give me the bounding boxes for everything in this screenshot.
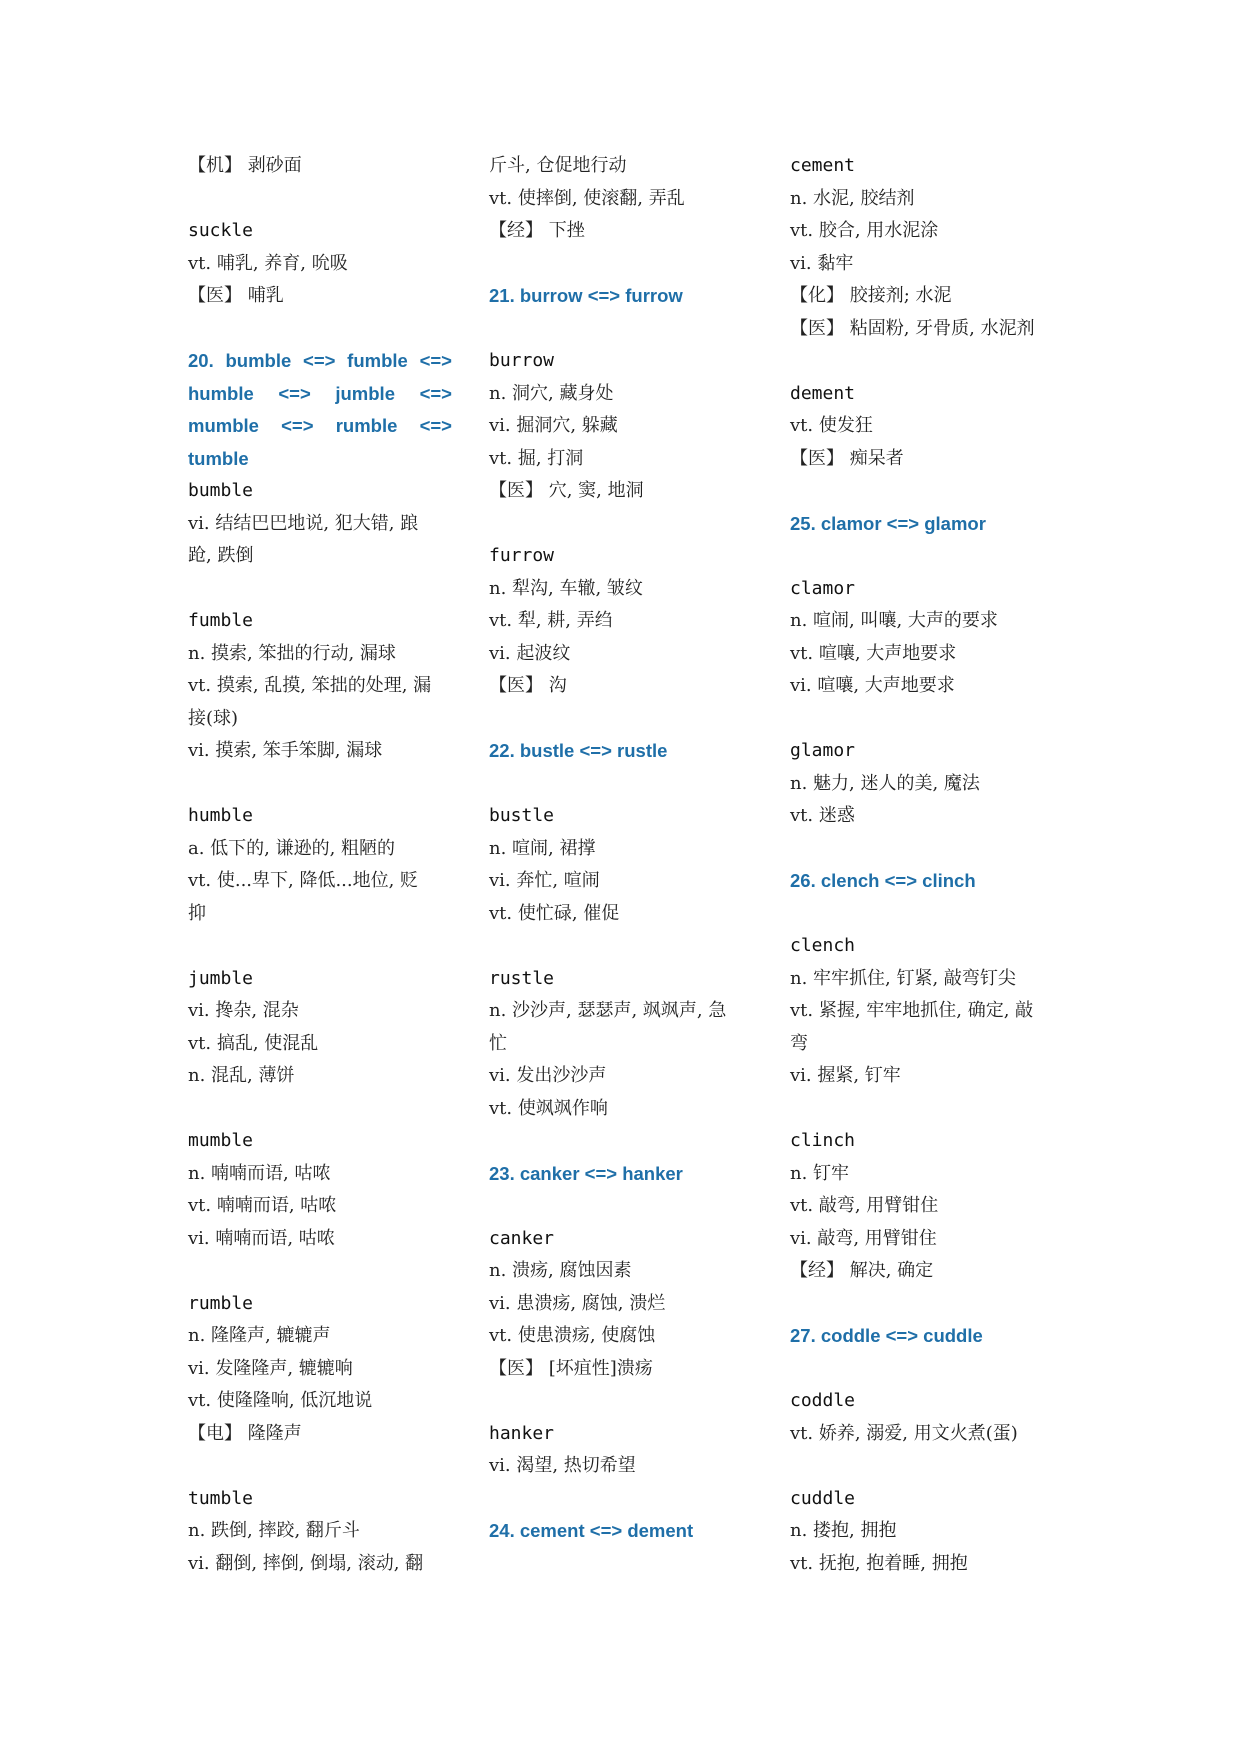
definition-line: 接(球) — [188, 707, 239, 729]
definition-line: vi. 结结巴巴地说, 犯大错, 踉 — [188, 512, 419, 534]
entry-word: coddle — [790, 1390, 856, 1411]
spacer — [188, 183, 452, 216]
entry-word: suckle — [188, 220, 254, 241]
definition-line: vt. 哺乳, 养育, 吮吸 — [188, 252, 348, 274]
definition-line: n. 洞穴, 藏身处 — [489, 382, 614, 404]
spacer — [489, 1483, 753, 1516]
entry-word: clinch — [790, 1130, 856, 1151]
definition-line: vi. 起波纹 — [489, 642, 571, 664]
column-left — [188, 150, 452, 1580]
definition-line: vt. 娇养, 溺爱, 用文火煮(蛋) — [790, 1422, 1018, 1444]
definition-line: 【电】 隆隆声 — [188, 1422, 302, 1444]
entry-word: clamor — [790, 577, 856, 599]
entry-word: bustle — [489, 805, 555, 826]
definition-line: vt. 掘, 打洞 — [489, 447, 584, 469]
definition-line: vi. 渴望, 热切希望 — [489, 1455, 636, 1476]
definition-line: n. 水泥, 胶结剂 — [790, 187, 915, 209]
group-heading: 26. clench <=> clinch — [790, 870, 976, 891]
definition-line: vt. 使隆隆响, 低沉地说 — [188, 1390, 373, 1411]
entry-word: bumble — [188, 480, 254, 501]
definition-line: vt. 使...卑下, 降低...地位, 贬 — [188, 870, 419, 891]
spacer — [790, 540, 1054, 573]
definition-line: n. 喧闹, 裙撑 — [489, 837, 596, 859]
definition-line: 【医】 穴, 窦, 地洞 — [489, 480, 644, 501]
entry-word: rustle — [489, 967, 555, 989]
spacer — [489, 313, 753, 346]
definition-line: n. 钉牢 — [790, 1162, 850, 1184]
definition-line: 【化】 胶接剂; 水泥 — [790, 285, 952, 306]
entry-word: clench — [790, 935, 856, 956]
spacer — [188, 313, 452, 346]
definition-line: 【经】 下挫 — [489, 220, 585, 241]
definition-line: 【医】 沟 — [489, 675, 567, 696]
definition-line: n. 隆隆声, 辘辘声 — [188, 1325, 331, 1346]
group-heading: mumble <=> rumble <=> — [188, 415, 452, 436]
definition-line: 弯 — [790, 1032, 808, 1054]
definition-line: 斤斗, 仓促地行动 — [489, 155, 627, 176]
definition-line: n. 喃喃而语, 咕哝 — [188, 1162, 331, 1184]
definition-line: n. 犁沟, 车辙, 皱纹 — [489, 577, 643, 599]
entry-word: glamor — [790, 740, 856, 761]
group-heading: tumble — [188, 447, 249, 469]
entry-word: tumble — [188, 1487, 254, 1509]
definition-line: n. 摸索, 笨拙的行动, 漏球 — [188, 642, 396, 664]
entry-word: rumble — [188, 1292, 254, 1314]
definition-line: vt. 喧嚷, 大声地要求 — [790, 642, 957, 664]
definition-line: vi. 黏牢 — [790, 252, 854, 274]
definition-line: vi. 敲弯, 用臂钳住 — [790, 1227, 937, 1249]
spacer — [188, 1255, 452, 1288]
definition-line: vt. 搞乱, 使混乱 — [188, 1032, 319, 1054]
entry-word: jumble — [188, 967, 254, 989]
definition-line: 抑 — [188, 902, 206, 924]
entry-word: cement — [790, 155, 856, 176]
group-heading: 25. clamor <=> glamor — [790, 512, 986, 534]
spacer — [489, 508, 753, 541]
definition-line: vt. 摸索, 乱摸, 笨拙的处理, 漏 — [188, 675, 432, 696]
definition-line: n. 牢牢抓住, 钉紧, 敲弯钉尖 — [790, 967, 1016, 989]
definition-line: vt. 胶合, 用水泥涂 — [790, 220, 939, 241]
spacer — [188, 930, 452, 963]
definition-line: 【医】 哺乳 — [188, 285, 284, 306]
spacer — [790, 1288, 1054, 1321]
definition-line: vt. 紧握, 牢牢地抓住, 确定, 敲 — [790, 1000, 1034, 1021]
definition-line: vi. 摸索, 笨手笨脚, 漏球 — [188, 740, 383, 761]
definition-line: n. 魅力, 迷人的美, 魔法 — [790, 772, 980, 794]
definition-line: vt. 使忙碌, 催促 — [489, 902, 620, 924]
entry-word: furrow — [489, 545, 555, 566]
spacer — [489, 930, 753, 963]
definition-line: vi. 掘洞穴, 躲藏 — [489, 415, 618, 436]
entry-word: cuddle — [790, 1487, 856, 1509]
definition-line: 【医】 粘固粉, 牙骨质, 水泥剂 — [790, 317, 1035, 339]
group-heading: 27. coddle <=> cuddle — [790, 1325, 983, 1346]
definition-line: a. 低下的, 谦逊的, 粗陋的 — [188, 837, 396, 859]
spacer — [790, 1450, 1054, 1483]
spacer — [489, 248, 753, 281]
spacer — [188, 1450, 452, 1483]
group-heading: 22. bustle <=> rustle — [489, 740, 668, 761]
definition-line: vi. 喃喃而语, 咕哝 — [188, 1227, 335, 1249]
definition-line: 【医】 痴呆者 — [790, 447, 904, 469]
definition-line: vt. 喃喃而语, 咕哝 — [188, 1195, 337, 1216]
definition-line: 【经】 解决, 确定 — [790, 1260, 934, 1281]
definition-line: n. 喧闹, 叫嚷, 大声的要求 — [790, 610, 998, 631]
spacer — [188, 573, 452, 606]
spacer — [489, 1385, 753, 1418]
definition-line: 忙 — [489, 1032, 507, 1054]
definition-line: n. 沙沙声, 瑟瑟声, 飒飒声, 急 — [489, 1000, 727, 1021]
group-heading: 21. burrow <=> furrow — [489, 285, 683, 306]
group-heading: 24. cement <=> dement — [489, 1520, 694, 1541]
definition-line: vi. 喧嚷, 大声地要求 — [790, 675, 955, 696]
spacer — [790, 703, 1054, 736]
spacer — [489, 1190, 753, 1223]
definition-line: vt. 敲弯, 用臂钳住 — [790, 1195, 939, 1216]
definition-line: vt. 抚抱, 抱着睡, 拥抱 — [790, 1552, 968, 1574]
definition-line: vi. 发出沙沙声 — [489, 1065, 607, 1086]
spacer — [489, 703, 753, 736]
definition-line: vt. 使患溃疡, 使腐蚀 — [489, 1325, 656, 1346]
spacer — [790, 1353, 1054, 1386]
definition-line: vi. 握紧, 钉牢 — [790, 1065, 901, 1086]
spacer — [790, 898, 1054, 931]
definition-line: vt. 使摔倒, 使滚翻, 弄乱 — [489, 187, 685, 209]
spacer — [790, 833, 1054, 866]
definition-line: 【机】 剥砂面 — [188, 155, 302, 176]
definition-line: vi. 奔忙, 喧闹 — [489, 870, 600, 891]
spacer — [790, 345, 1054, 378]
definition-line: n. 混乱, 薄饼 — [188, 1065, 295, 1086]
definition-line: vt. 使发狂 — [790, 415, 873, 436]
column-middle — [489, 150, 753, 1548]
entry-word: burrow — [489, 350, 555, 371]
definition-line: n. 搂抱, 拥抱 — [790, 1520, 897, 1541]
spacer — [188, 768, 452, 801]
definition-line: n. 溃疡, 腐蚀因素 — [489, 1260, 632, 1281]
definition-line: vi. 发隆隆声, 辘辘响 — [188, 1357, 353, 1379]
spacer — [489, 768, 753, 801]
definition-line: vt. 使飒飒作响 — [489, 1097, 608, 1119]
entry-word: humble — [188, 805, 254, 826]
spacer — [790, 1093, 1054, 1126]
definition-line: 【医】 [坏疽性]溃疡 — [489, 1357, 653, 1379]
group-heading: humble <=> jumble <=> — [188, 382, 452, 404]
definition-line: vi. 搀杂, 混杂 — [188, 1000, 299, 1021]
spacer — [188, 1093, 452, 1126]
spacer — [790, 475, 1054, 508]
definition-line: n. 跌倒, 摔跤, 翻斤斗 — [188, 1520, 360, 1541]
definition-line: 跄, 跌倒 — [188, 545, 254, 566]
entry-word: fumble — [188, 610, 254, 631]
entry-word: canker — [489, 1227, 555, 1249]
entry-word: hanker — [489, 1422, 555, 1444]
group-heading: 20. bumble <=> fumble <=> — [188, 350, 452, 371]
column-right — [790, 150, 1054, 1580]
definition-line: vi. 患溃疡, 腐蚀, 溃烂 — [489, 1292, 666, 1314]
spacer — [489, 1125, 753, 1158]
entry-word: mumble — [188, 1130, 254, 1151]
definition-line: vi. 翻倒, 摔倒, 倒塌, 滚动, 翻 — [188, 1552, 424, 1574]
definition-line: vt. 犁, 耕, 弄绉 — [489, 610, 613, 631]
entry-word: dement — [790, 382, 856, 404]
definition-line: vt. 迷惑 — [790, 805, 855, 826]
group-heading: 23. canker <=> hanker — [489, 1162, 683, 1184]
